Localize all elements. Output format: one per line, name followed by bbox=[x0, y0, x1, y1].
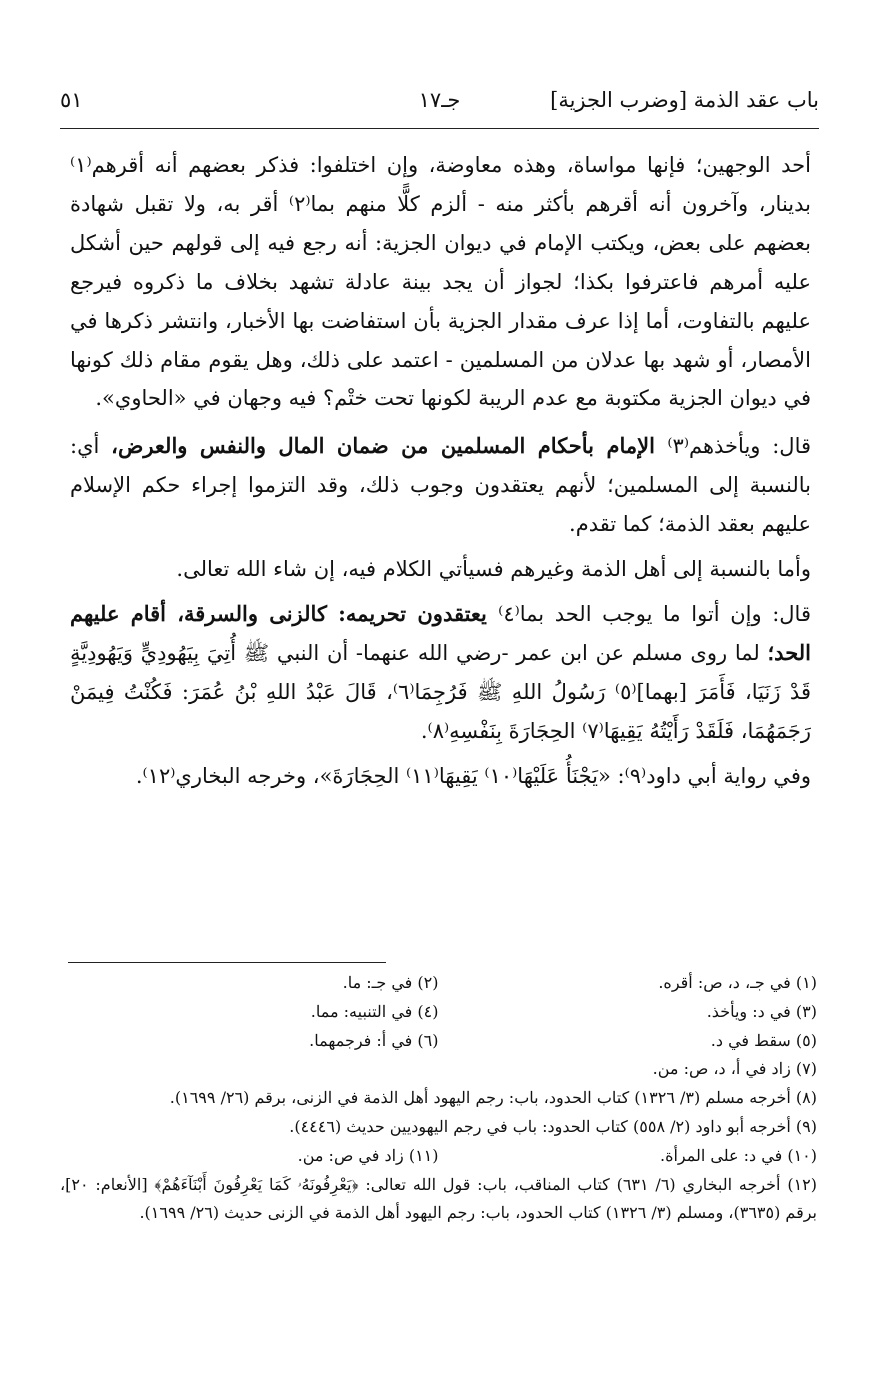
footnote-5: (٥) سقط في د. bbox=[710, 1030, 817, 1050]
footnotes bbox=[60, 969, 817, 1228]
paragraph-4-lead: قال: وإن أتوا ما يوجب الحد بما⁽٤⁾ bbox=[498, 601, 811, 626]
footnote-row bbox=[60, 1027, 817, 1056]
footnote-rule bbox=[68, 962, 386, 963]
footnote-12: (١٢) أخرجه البخاري (٦/ ٦٣١) كتاب المناقب، باب: قول الله تعالى: ﴿يَعْرِفُونَهُۥ كَمَا يَعْرِفُونَ أَبْنَآءَهُمْ﴾ [الأنعام: ٢٠]، برقم (٣٦٣٥)، ومسلم (٣/ ١٣٢٦) كتاب الحدود، باب: رجم اليهود أهل الذمة في الزنى حديث (٢٦/ ١٦٩٩). bbox=[60, 1174, 817, 1223]
header-rule bbox=[60, 128, 819, 129]
footnote-4: (٤) في التنبيه: مما. bbox=[310, 1001, 439, 1021]
footnote-row bbox=[60, 998, 817, 1027]
volume-label: جـ١٧ bbox=[418, 88, 461, 112]
paragraph-2 bbox=[70, 427, 811, 544]
footnote-row bbox=[60, 1142, 817, 1171]
paragraph-2-bold: الإمام بأحكام المسلمين من ضمان المال والنفس والعرض، bbox=[111, 433, 668, 459]
footnote-9: (٩) أخرجه أبو داود (٢/ ٥٥٨) كتاب الحدود: باب في رجم اليهوديين حديث (٤٤٤٦). bbox=[289, 1116, 817, 1136]
footnote-11: (١١) زاد في ص: من. bbox=[297, 1145, 439, 1165]
chapter-title: باب عقد الذمة [وضرب الجزية] bbox=[550, 88, 819, 112]
paragraph-4-rest: لما روى مسلم عن ابن عمر -رضي الله عنهما- أن النبي ﷺ أُتِيَ بِيَهُودِيٍّ وَيَهُودِيَّةٍ قَدْ زَنَيَا، فَأَمَرَ [بهما]⁽٥⁾ رَسُولُ اللهِ ﷺ فَرُجِمَا⁽٦⁾، قَالَ عَبْدُ اللهِ بْنُ عُمَرَ: فَكُنْتُ فِيمَنْ رَجَمَهُمَا، فَلَقَدْ رَأَيْتُهُ يَقِيهَا⁽٧⁾ الحِجَارَةَ بِنَفْسِهِ⁽٨⁾. bbox=[70, 640, 811, 743]
paragraph-1: أحد الوجهين؛ فإنها مواساة، وهذه معاوضة، وإن اختلفوا: فذكر بعضهم أنه أقرهم⁽١⁾ بدينار، وآخرون أنه أقرهم بأكثر منه - ألزم كلًّا منهم بما⁽٢⁾ أقر به، ولا تقبل شهادة بعضهم على بعض، ويكتب الإمام في ديوان الجزية: أنه رجع فيه إلى قولهم حين أشكل عليه أمرهم فاعترفوا بكذا؛ لجواز أن يجد بينة عادلة تشهد بخلاف ما ذكروه فيرجع عليهم بالتفاوت، أما إذا عرف مقدار الجزية بأن استفاضت بها الأخبار، وانتشر ذكرها في الأمصار، أو شهد بها عدلان من المسلمين - اعتمد على ذلك، وهل يقوم مقام ذلك كونها في ديوان الجزية مكتوبة مع عدم الريبة لكونها تحت ختْم؟ فيه وجهان في «الحاوي». bbox=[70, 153, 811, 411]
footnote-2: (٢) في جـ: ما. bbox=[342, 973, 439, 992]
footnote-row bbox=[60, 969, 817, 998]
paragraph-2-rest: أي: بالنسبة إلى المسلمين؛ لأنهم يعتقدون وجوب ذلك، وقد التزموا إجراء حكم الإسلام عليهم بعقد الذمة؛ كما تقدم. bbox=[70, 434, 811, 537]
footnote-6: (٦) في أ: فرجمهما. bbox=[309, 1030, 439, 1050]
footnote-10: (١٠) في د: على المرأة. bbox=[659, 1145, 817, 1165]
paragraph-3: وأما بالنسبة إلى أهل الذمة وغيرهم فسيأتي الكلام فيه، إن شاء الله تعالى. bbox=[176, 557, 811, 582]
paragraph-4-bold: يعتقدون تحريمه: كالزنى والسرقة، أقام عليهم الحد؛ bbox=[70, 600, 811, 665]
footnote-3: (٣) في د: ويأخذ. bbox=[706, 1001, 817, 1021]
running-header bbox=[60, 88, 819, 122]
page-number: ٥١ bbox=[60, 88, 83, 112]
paragraph-4 bbox=[70, 595, 811, 751]
footnote-8: (٨) أخرجه مسلم (٣/ ١٣٢٦) كتاب الحدود، باب: رجم اليهود أهل الذمة في الزنى، برقم (٢٦/ ١٦٩٩). bbox=[169, 1088, 817, 1108]
footnote-1: (١) في جـ، د، ص: أقره. bbox=[658, 973, 817, 992]
footnote-7: (٧) زاد في أ، د، ص: من. bbox=[652, 1059, 817, 1079]
paragraph-5: وفي رواية أبي داود⁽٩⁾: «يَجْنَأُ عَلَيْهَا⁽١٠⁾ يَقِيهَا⁽١١⁾ الحِجَارَةَ»، وخرجه البخاري⁽١٢⁾. bbox=[135, 763, 811, 788]
main-text bbox=[70, 146, 811, 802]
paragraph-2-lead: قال: ويأخذهم⁽٣⁾ bbox=[667, 434, 812, 459]
